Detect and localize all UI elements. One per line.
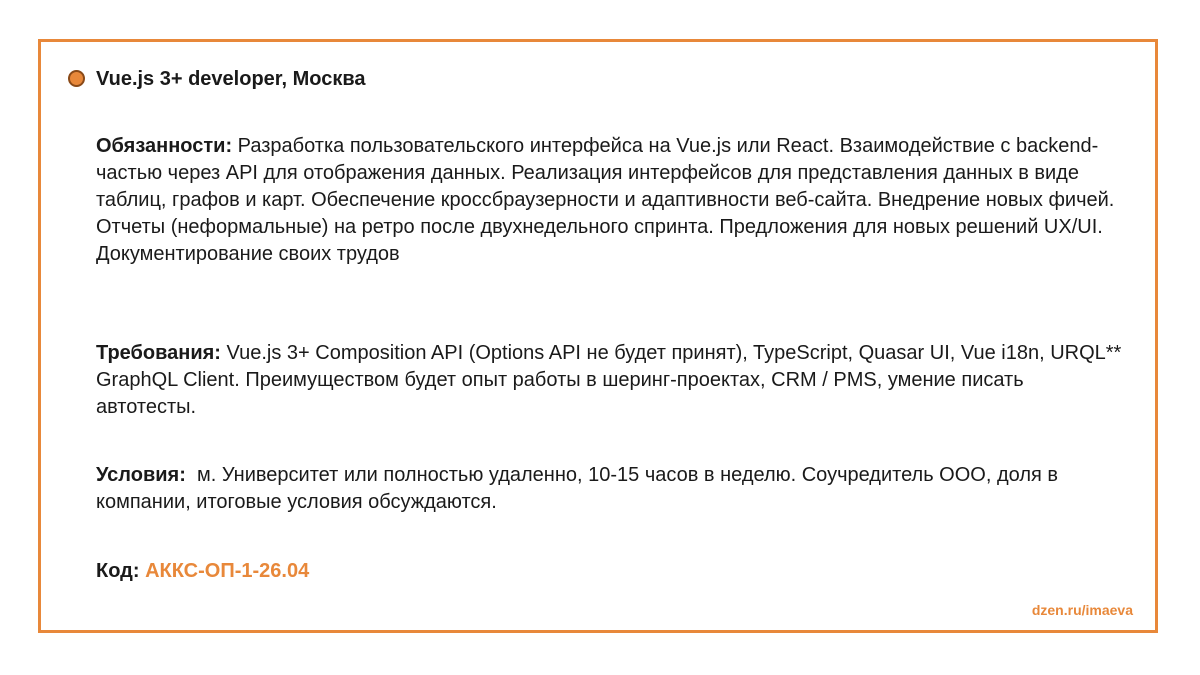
conditions-text: м. Университет или полностью удаленно, 10-15 часов в неделю. Соучредитель ООО, доля в компании, итоговые условия обсуждаются. [96,464,1064,513]
vacancy-card [38,39,1158,633]
conditions-paragraph [96,462,1126,516]
source-footer: dzen.ru/imaeva [1031,602,1133,618]
requirements-text: Vue.js 3+ Composition API (Options API не будет принят), TypeScript, Quasar UI, Vue i18n, URQL** GraphQL Client. Преимуществом будет опыт работы в шеринг-проектах, CRM / PMS, умение писать автотесты. [96,342,1122,418]
conditions-label: Условия: [96,464,186,486]
vacancy-title: Vue.js 3+ developer, Москва [96,68,366,90]
duties-paragraph [96,133,1126,268]
code-value: АККС-ОП-1-26.04 [145,560,310,582]
duties-label: Обязанности: [96,135,233,157]
requirements-label: Требования: [96,342,221,364]
code-label: Код: [96,560,140,582]
duties-text: Разработка пользовательского интерфейса на Vue.js или React. Взаимодействие с backend-частью через API для отображения данных. Реализация интерфейсов для представления данных в виде таблиц, графов и карт. Обеспечение кроссбраузерности и адаптивности веб-сайта. Внедрение новых фичей. Отчеты (неформальные) на ретро после двухнедельного спринта. Предложения для новых решений UX/UI. Документирование своих трудов [96,135,1115,265]
code-paragraph [96,558,1126,585]
requirements-paragraph [96,340,1126,421]
bullet-dot-icon [68,70,85,87]
